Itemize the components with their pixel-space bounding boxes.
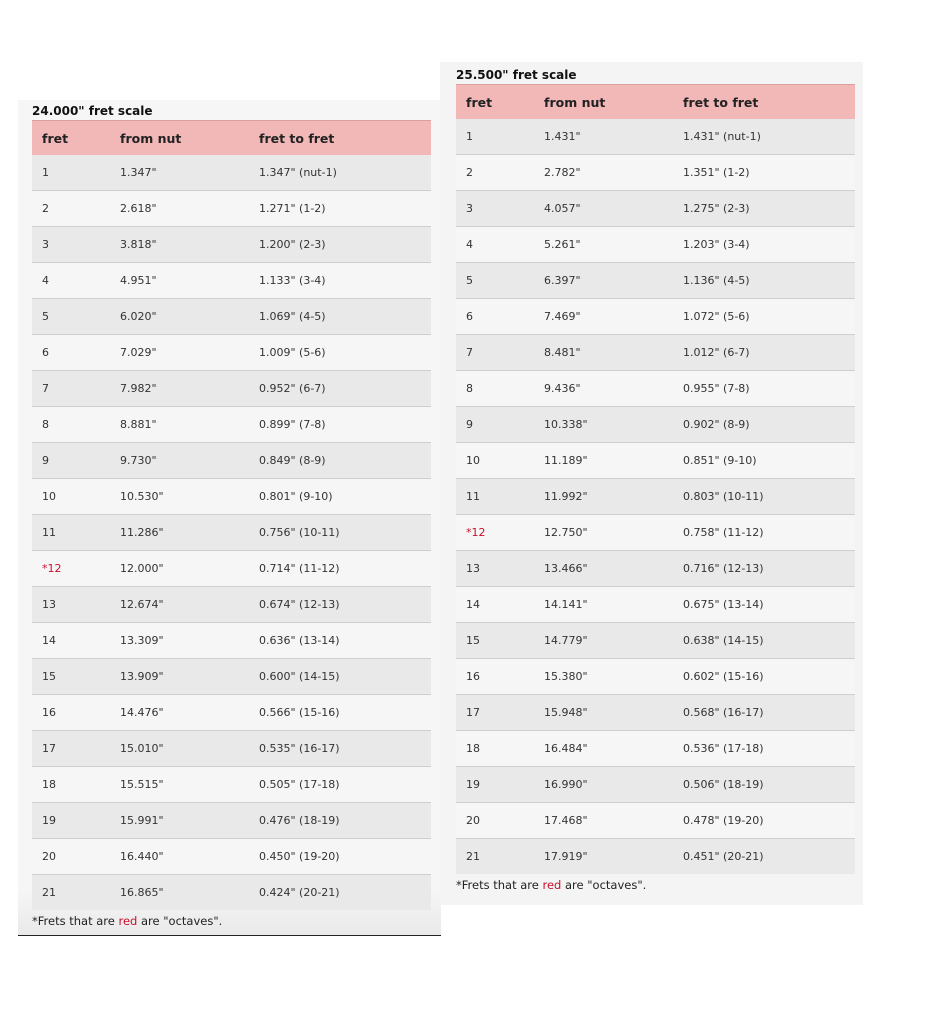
cell-fret: 10 — [32, 479, 110, 515]
cell-from-nut: 14.141" — [534, 587, 673, 623]
cell-fret: 15 — [456, 623, 534, 659]
cell-from-nut: 12.674" — [110, 587, 249, 623]
cell-fret: 5 — [32, 299, 110, 335]
cell-from-nut: 1.431" — [534, 119, 673, 155]
table-header-row — [456, 85, 855, 120]
cell-fret: 6 — [32, 335, 110, 371]
table-row — [456, 731, 855, 767]
cell-fret-to-fret: 0.536" (17-18) — [673, 731, 855, 767]
cell-fret: 11 — [32, 515, 110, 551]
table-row — [456, 767, 855, 803]
cell-from-nut: 11.189" — [534, 443, 673, 479]
header-from-nut: from nut — [110, 121, 249, 156]
cell-fret: 14 — [32, 623, 110, 659]
cell-fret: 14 — [456, 587, 534, 623]
cell-fret-to-fret: 0.600" (14-15) — [249, 659, 431, 695]
table-row — [32, 371, 431, 407]
cell-from-nut: 10.338" — [534, 407, 673, 443]
cell-from-nut: 12.000" — [110, 551, 249, 587]
cell-fret-to-fret: 0.952" (6-7) — [249, 371, 431, 407]
cell-fret-to-fret: 0.478" (19-20) — [673, 803, 855, 839]
cell-fret: 7 — [456, 335, 534, 371]
table-row — [32, 407, 431, 443]
header-fret-to-fret: fret to fret — [673, 85, 855, 120]
table-row — [456, 623, 855, 659]
cell-from-nut: 15.948" — [534, 695, 673, 731]
cell-fret: 13 — [32, 587, 110, 623]
cell-from-nut: 8.881" — [110, 407, 249, 443]
cell-from-nut: 15.515" — [110, 767, 249, 803]
cell-fret: 1 — [32, 155, 110, 191]
cell-from-nut: 17.468" — [534, 803, 673, 839]
cell-fret-to-fret: 0.674" (12-13) — [249, 587, 431, 623]
cell-fret-to-fret: 0.803" (10-11) — [673, 479, 855, 515]
table-row — [32, 587, 431, 623]
table-row — [32, 299, 431, 335]
cell-from-nut: 16.865" — [110, 875, 249, 911]
cell-from-nut: 2.618" — [110, 191, 249, 227]
table-row — [32, 695, 431, 731]
cell-fret: 9 — [32, 443, 110, 479]
cell-fret: 3 — [456, 191, 534, 227]
table-row — [456, 335, 855, 371]
cell-from-nut: 7.982" — [110, 371, 249, 407]
table-row — [456, 407, 855, 443]
table-row — [32, 335, 431, 371]
table-row — [456, 479, 855, 515]
table-row — [32, 875, 431, 911]
cell-fret: 2 — [456, 155, 534, 191]
cell-fret-to-fret: 1.012" (6-7) — [673, 335, 855, 371]
table-header-row — [32, 121, 431, 156]
table-row — [456, 551, 855, 587]
fret-table-24 — [32, 120, 431, 910]
cell-fret: 6 — [456, 299, 534, 335]
cell-from-nut: 9.436" — [534, 371, 673, 407]
cell-fret-to-fret: 1.200" (2-3) — [249, 227, 431, 263]
cell-fret-to-fret: 1.271" (1-2) — [249, 191, 431, 227]
header-fret: fret — [32, 121, 110, 156]
table-row — [32, 191, 431, 227]
footnote-text: are "octaves". — [561, 878, 647, 892]
cell-from-nut: 16.484" — [534, 731, 673, 767]
cell-fret-to-fret: 0.505" (17-18) — [249, 767, 431, 803]
cell-from-nut: 7.469" — [534, 299, 673, 335]
cell-fret-to-fret: 0.716" (12-13) — [673, 551, 855, 587]
cell-fret-to-fret: 0.566" (15-16) — [249, 695, 431, 731]
cell-fret: *12 — [456, 515, 534, 551]
octave-footnote — [456, 878, 646, 892]
fret-table-panel-24 — [18, 100, 441, 936]
cell-from-nut: 16.990" — [534, 767, 673, 803]
cell-fret-to-fret: 1.069" (4-5) — [249, 299, 431, 335]
cell-fret-to-fret: 0.714" (11-12) — [249, 551, 431, 587]
table-row — [456, 587, 855, 623]
cell-from-nut: 4.057" — [534, 191, 673, 227]
cell-fret-to-fret: 0.424" (20-21) — [249, 875, 431, 911]
cell-fret-to-fret: 0.758" (11-12) — [673, 515, 855, 551]
table-row — [456, 155, 855, 191]
cell-from-nut: 14.779" — [534, 623, 673, 659]
cell-fret: 18 — [32, 767, 110, 803]
cell-from-nut: 2.782" — [534, 155, 673, 191]
table-row — [32, 515, 431, 551]
footnote-text: *Frets that are — [32, 914, 119, 928]
cell-from-nut: 6.397" — [534, 263, 673, 299]
cell-fret: 7 — [32, 371, 110, 407]
cell-from-nut: 7.029" — [110, 335, 249, 371]
cell-fret: 4 — [456, 227, 534, 263]
cell-fret: 9 — [456, 407, 534, 443]
table-row — [32, 803, 431, 839]
cell-from-nut: 15.010" — [110, 731, 249, 767]
table-row — [32, 839, 431, 875]
cell-fret-to-fret: 1.072" (5-6) — [673, 299, 855, 335]
header-from-nut: from nut — [534, 85, 673, 120]
cell-fret: 18 — [456, 731, 534, 767]
cell-fret-to-fret: 1.203" (3-4) — [673, 227, 855, 263]
cell-fret: 16 — [456, 659, 534, 695]
cell-from-nut: 5.261" — [534, 227, 673, 263]
fret-table-panel-25-5 — [440, 62, 863, 905]
cell-fret-to-fret: 0.506" (18-19) — [673, 767, 855, 803]
cell-fret-to-fret: 0.602" (15-16) — [673, 659, 855, 695]
cell-fret: 4 — [32, 263, 110, 299]
cell-from-nut: 13.909" — [110, 659, 249, 695]
cell-from-nut: 4.951" — [110, 263, 249, 299]
table-row — [32, 443, 431, 479]
cell-fret: 11 — [456, 479, 534, 515]
cell-fret-to-fret: 0.849" (8-9) — [249, 443, 431, 479]
cell-from-nut: 13.466" — [534, 551, 673, 587]
footnote-red-word: red — [542, 878, 562, 892]
cell-fret: 8 — [32, 407, 110, 443]
cell-fret: 20 — [32, 839, 110, 875]
cell-fret-to-fret: 0.801" (9-10) — [249, 479, 431, 515]
cell-fret-to-fret: 0.476" (18-19) — [249, 803, 431, 839]
cell-fret-to-fret: 0.851" (9-10) — [673, 443, 855, 479]
cell-fret: 21 — [32, 875, 110, 911]
table-row — [456, 371, 855, 407]
cell-fret: 1 — [456, 119, 534, 155]
cell-from-nut: 8.481" — [534, 335, 673, 371]
cell-from-nut: 1.347" — [110, 155, 249, 191]
cell-fret-to-fret: 0.451" (20-21) — [673, 839, 855, 875]
cell-fret: 19 — [456, 767, 534, 803]
cell-from-nut: 3.818" — [110, 227, 249, 263]
table-row — [456, 263, 855, 299]
cell-from-nut: 10.530" — [110, 479, 249, 515]
table-row — [32, 767, 431, 803]
cell-fret-to-fret: 1.133" (3-4) — [249, 263, 431, 299]
cell-fret-to-fret: 1.009" (5-6) — [249, 335, 431, 371]
cell-from-nut: 15.380" — [534, 659, 673, 695]
cell-fret: 10 — [456, 443, 534, 479]
footnote-text: are "octaves". — [137, 914, 223, 928]
cell-fret: 21 — [456, 839, 534, 875]
table-caption: 25.500" fret scale — [456, 68, 577, 82]
table-row — [456, 191, 855, 227]
cell-from-nut: 13.309" — [110, 623, 249, 659]
table-row — [32, 659, 431, 695]
cell-fret: 15 — [32, 659, 110, 695]
cell-from-nut: 9.730" — [110, 443, 249, 479]
cell-fret: 2 — [32, 191, 110, 227]
cell-fret: 17 — [456, 695, 534, 731]
table-row — [32, 479, 431, 515]
table-body — [32, 155, 431, 910]
cell-from-nut: 12.750" — [534, 515, 673, 551]
table-row — [456, 803, 855, 839]
cell-fret-to-fret: 0.636" (13-14) — [249, 623, 431, 659]
cell-fret-to-fret: 0.450" (19-20) — [249, 839, 431, 875]
table-row — [32, 731, 431, 767]
octave-footnote — [32, 914, 222, 928]
cell-from-nut: 14.476" — [110, 695, 249, 731]
cell-from-nut: 15.991" — [110, 803, 249, 839]
header-fret: fret — [456, 85, 534, 120]
cell-fret-to-fret: 0.902" (8-9) — [673, 407, 855, 443]
table-caption: 24.000" fret scale — [32, 104, 153, 118]
fret-table-25-5 — [456, 84, 855, 874]
cell-from-nut: 16.440" — [110, 839, 249, 875]
cell-fret-to-fret: 0.535" (16-17) — [249, 731, 431, 767]
cell-from-nut: 17.919" — [534, 839, 673, 875]
header-fret-to-fret: fret to fret — [249, 121, 431, 156]
cell-fret: 19 — [32, 803, 110, 839]
cell-fret: *12 — [32, 551, 110, 587]
table-row — [456, 659, 855, 695]
cell-from-nut: 11.286" — [110, 515, 249, 551]
table-row — [456, 695, 855, 731]
cell-fret: 5 — [456, 263, 534, 299]
cell-fret-to-fret: 0.899" (7-8) — [249, 407, 431, 443]
table-row — [32, 227, 431, 263]
footnote-red-word: red — [118, 914, 138, 928]
cell-fret-to-fret: 0.675" (13-14) — [673, 587, 855, 623]
table-row — [32, 155, 431, 191]
cell-fret-to-fret: 0.638" (14-15) — [673, 623, 855, 659]
cell-fret: 13 — [456, 551, 534, 587]
table-row — [456, 839, 855, 875]
table-row — [32, 623, 431, 659]
cell-fret-to-fret: 1.136" (4-5) — [673, 263, 855, 299]
table-row — [456, 119, 855, 155]
cell-fret-to-fret: 0.568" (16-17) — [673, 695, 855, 731]
cell-fret: 20 — [456, 803, 534, 839]
table-row — [456, 227, 855, 263]
table-row — [456, 443, 855, 479]
table-row — [32, 551, 431, 587]
cell-fret-to-fret: 0.955" (7-8) — [673, 371, 855, 407]
cell-fret-to-fret: 1.351" (1-2) — [673, 155, 855, 191]
cell-from-nut: 6.020" — [110, 299, 249, 335]
cell-fret: 3 — [32, 227, 110, 263]
cell-fret: 17 — [32, 731, 110, 767]
cell-fret-to-fret: 0.756" (10-11) — [249, 515, 431, 551]
cell-fret-to-fret: 1.275" (2-3) — [673, 191, 855, 227]
footnote-text: *Frets that are — [456, 878, 543, 892]
cell-from-nut: 11.992" — [534, 479, 673, 515]
cell-fret-to-fret: 1.347" (nut-1) — [249, 155, 431, 191]
cell-fret: 8 — [456, 371, 534, 407]
table-row — [456, 299, 855, 335]
table-body — [456, 119, 855, 874]
table-row — [456, 515, 855, 551]
cell-fret-to-fret: 1.431" (nut-1) — [673, 119, 855, 155]
table-row — [32, 263, 431, 299]
cell-fret: 16 — [32, 695, 110, 731]
